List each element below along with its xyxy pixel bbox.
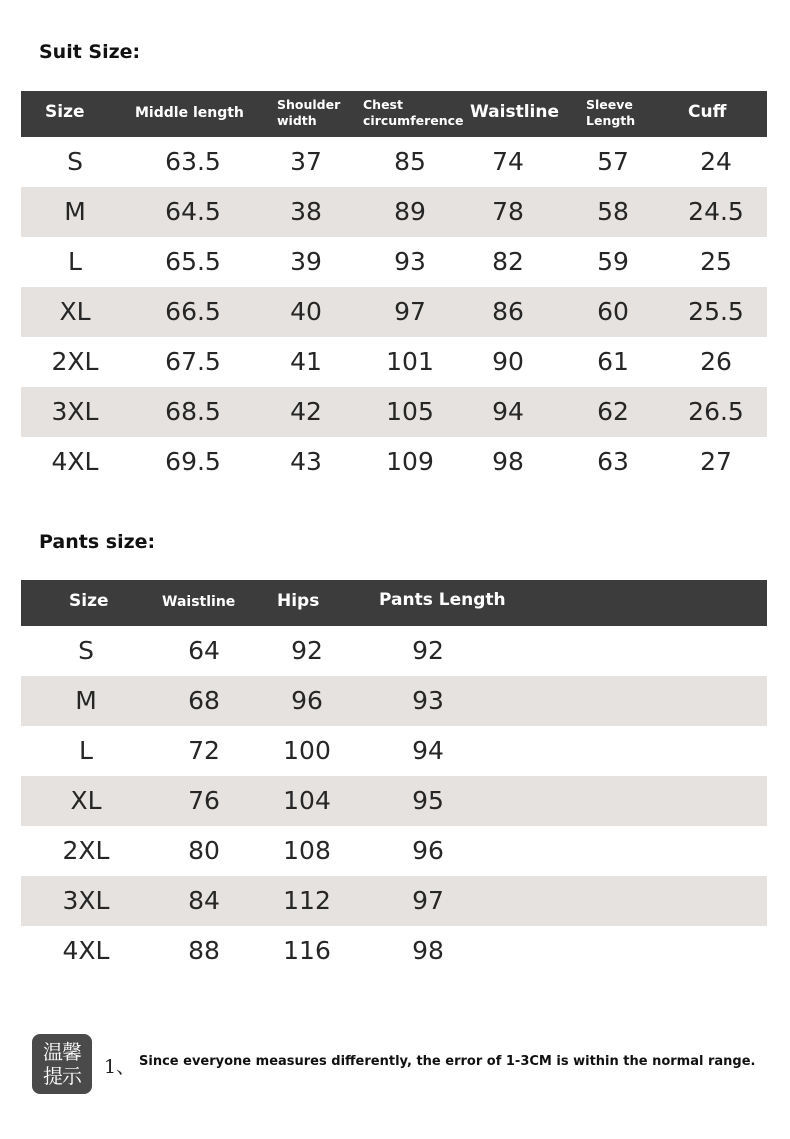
- suit-cell: 89: [394, 197, 426, 226]
- pants-cell: 72: [188, 736, 220, 765]
- suit-cell: 27: [700, 447, 732, 476]
- suit-cell: 74: [492, 147, 524, 176]
- suit-cell: 62: [597, 397, 629, 426]
- suit-size-table: [21, 91, 767, 487]
- pants-cell: 3XL: [62, 886, 110, 915]
- suit-cell: 94: [492, 397, 524, 426]
- pants-cell: 68: [188, 686, 220, 715]
- header-sleeve-length: [586, 97, 635, 129]
- table-row: [21, 876, 767, 926]
- pants-cell: S: [78, 636, 94, 665]
- table-row: [21, 726, 767, 776]
- suit-cell: 63: [597, 447, 629, 476]
- suit-cell: 97: [394, 297, 426, 326]
- table-row: [21, 137, 767, 187]
- header-size: Size: [45, 102, 85, 122]
- pants-cell: 112: [283, 886, 331, 915]
- suit-cell: 66.5: [165, 297, 221, 326]
- suit-cell: 69.5: [165, 447, 221, 476]
- pants-cell: 92: [412, 636, 444, 665]
- pants-size-table: [21, 580, 767, 976]
- suit-cell: 63.5: [165, 147, 221, 176]
- header-pants-length: Pants Length: [379, 590, 506, 610]
- table-row: [21, 387, 767, 437]
- suit-cell: 86: [492, 297, 524, 326]
- pants-cell: 116: [283, 936, 331, 965]
- pants-cell: 108: [283, 836, 331, 865]
- table-row: [21, 626, 767, 676]
- suit-cell: 42: [290, 397, 322, 426]
- pants-cell: 76: [188, 786, 220, 815]
- suit-cell: 90: [492, 347, 524, 376]
- suit-size-title: Suit Size:: [39, 41, 141, 63]
- suit-cell: 61: [597, 347, 629, 376]
- table-row: [21, 437, 767, 487]
- suit-cell: 67.5: [165, 347, 221, 376]
- pants-cell: XL: [70, 786, 102, 815]
- suit-cell: 60: [597, 297, 629, 326]
- suit-cell: 4XL: [51, 447, 99, 476]
- pants-cell: 95: [412, 786, 444, 815]
- pants-cell: M: [75, 686, 97, 715]
- header-shoulder-line1: Shoulder: [277, 97, 341, 112]
- table-row: [21, 187, 767, 237]
- suit-cell: 109: [386, 447, 434, 476]
- suit-cell: 101: [386, 347, 434, 376]
- suit-cell: 82: [492, 247, 524, 276]
- pants-cell: 96: [412, 836, 444, 865]
- suit-cell: 25: [700, 247, 732, 276]
- header-chest-circumference: [363, 97, 464, 129]
- pants-cell: 100: [283, 736, 331, 765]
- table-row: [21, 826, 767, 876]
- header-chest-line1: Chest: [363, 97, 403, 112]
- suit-cell: 40: [290, 297, 322, 326]
- header-size: Size: [69, 591, 109, 611]
- suit-cell: S: [67, 147, 83, 176]
- header-middle-length: Middle length: [135, 105, 244, 121]
- header-hips: Hips: [277, 591, 320, 611]
- header-cuff: Cuff: [688, 102, 727, 122]
- pants-table-body: [21, 626, 767, 976]
- pants-cell: 97: [412, 886, 444, 915]
- pants-cell: 64: [188, 636, 220, 665]
- suit-cell: 65.5: [165, 247, 221, 276]
- suit-table-header: [21, 91, 767, 137]
- suit-cell: L: [68, 247, 82, 276]
- table-row: [21, 676, 767, 726]
- suit-cell: 93: [394, 247, 426, 276]
- suit-cell: 38: [290, 197, 322, 226]
- suit-cell: M: [64, 197, 86, 226]
- pants-cell: 98: [412, 936, 444, 965]
- suit-cell: 43: [290, 447, 322, 476]
- tip-number: 1、: [104, 1056, 136, 1078]
- suit-cell: 68.5: [165, 397, 221, 426]
- suit-table-body: [21, 137, 767, 487]
- suit-cell: 37: [290, 147, 322, 176]
- pants-cell: 4XL: [62, 936, 110, 965]
- suit-cell: 64.5: [165, 197, 221, 226]
- header-sleeve-line1: Sleeve: [586, 97, 633, 112]
- table-row: [21, 287, 767, 337]
- table-row: [21, 237, 767, 287]
- suit-cell: 26: [700, 347, 732, 376]
- suit-cell: 26.5: [688, 397, 744, 426]
- suit-cell: XL: [59, 297, 91, 326]
- header-shoulder-width: [277, 97, 340, 129]
- suit-cell: 105: [386, 397, 434, 426]
- pants-cell: 93: [412, 686, 444, 715]
- suit-cell: 78: [492, 197, 524, 226]
- header-waistline: Waistline: [470, 102, 559, 122]
- suit-cell: 58: [597, 197, 629, 226]
- header-shoulder-line2: width: [277, 113, 317, 128]
- table-row: [21, 776, 767, 826]
- suit-cell: 85: [394, 147, 426, 176]
- pants-cell: 84: [188, 886, 220, 915]
- suit-cell: 39: [290, 247, 322, 276]
- pants-cell: 88: [188, 936, 220, 965]
- suit-cell: 25.5: [688, 297, 744, 326]
- suit-cell: 3XL: [51, 397, 99, 426]
- pants-cell: 94: [412, 736, 444, 765]
- header-chest-line2: circumference: [363, 113, 464, 128]
- pants-size-title: Pants size:: [39, 531, 156, 553]
- pants-cell: L: [79, 736, 93, 765]
- suit-cell: 2XL: [51, 347, 99, 376]
- pants-cell: 80: [188, 836, 220, 865]
- tip-text: Since everyone measures differently, the error of 1-3CM is within the normal range.: [139, 1054, 756, 1069]
- tip-badge: [32, 1034, 92, 1094]
- pants-table-header: [21, 580, 767, 626]
- suit-cell: 24: [700, 147, 732, 176]
- suit-cell: 41: [290, 347, 322, 376]
- suit-cell: 59: [597, 247, 629, 276]
- pants-cell: 2XL: [62, 836, 110, 865]
- pants-cell: 104: [283, 786, 331, 815]
- table-row: [21, 337, 767, 387]
- tip-badge-line1: 温馨: [43, 1040, 81, 1064]
- header-sleeve-line2: Length: [586, 113, 636, 128]
- suit-cell: 98: [492, 447, 524, 476]
- tip-badge-line2: 提示: [43, 1064, 81, 1088]
- header-waistline: Waistline: [162, 594, 236, 610]
- suit-cell: 24.5: [688, 197, 744, 226]
- pants-cell: 96: [291, 686, 323, 715]
- suit-cell: 57: [597, 147, 629, 176]
- pants-cell: 92: [291, 636, 323, 665]
- table-row: [21, 926, 767, 976]
